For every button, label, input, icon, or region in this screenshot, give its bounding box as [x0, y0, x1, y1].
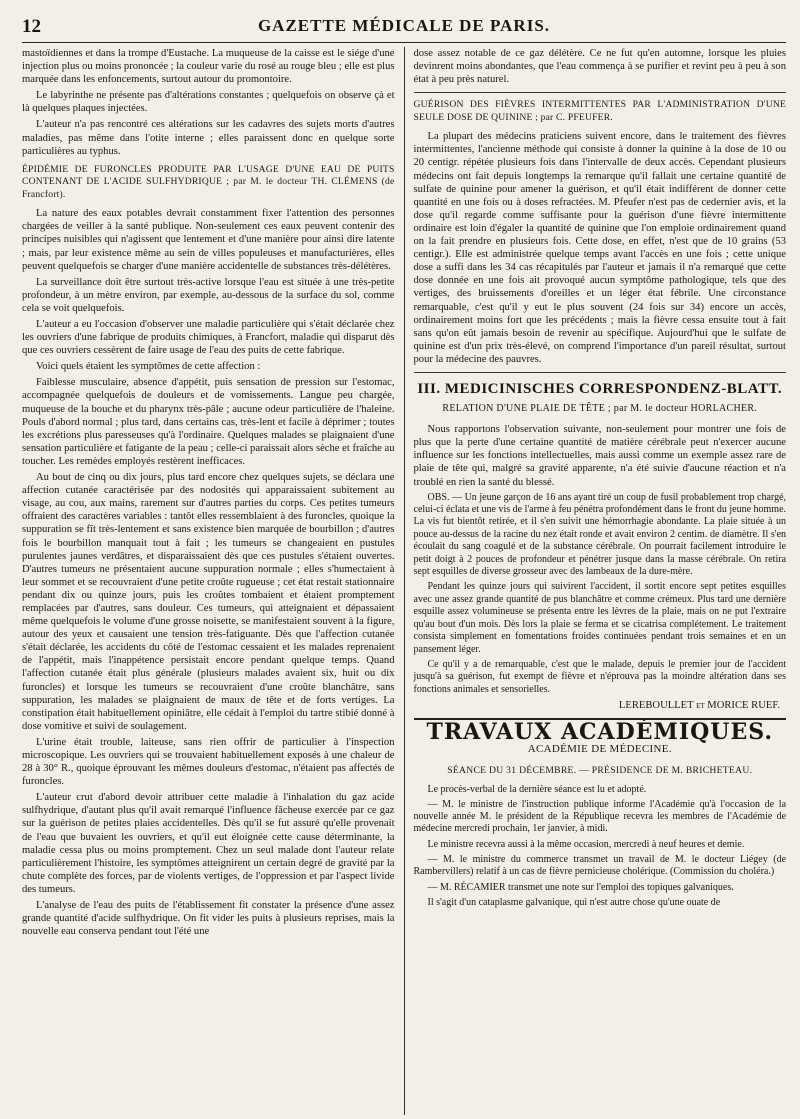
paragraph: Le labyrinthe ne présente pas d'altérations constantes ; quelquefois on observe çà et là quelques plaques injectées.	[22, 90, 395, 115]
paragraph: — M. RÉCAMIER transmet une note sur l'emploi des topiques galvaniques.	[427, 881, 734, 893]
running-title: GAZETTE MÉDICALE DE PARIS.	[257, 16, 551, 35]
page-number: 12	[22, 16, 41, 37]
paragraph: La surveillance doit être surtout très-active lorsque l'eau est située à une très-petite profondeur, à un mètre environ, par exemple, au-dessous de la surface du sol, comme cela se voit quelquefois.	[22, 276, 395, 314]
paragraph: — M. le ministre de l'instruction publique informe l'Académie qu'à l'occasion de la nouvelle année M. le président de la République recevra les membres de l'Académie de médecine mercredi prochain, 1er janvier, à midi.	[413, 798, 787, 835]
page-header	[22, 14, 786, 43]
paragraph: Il s'agit d'un cataplasme galvanique, qui n'est autre chose qu'une ouate de	[427, 896, 721, 908]
left-column	[22, 47, 401, 1115]
paragraph: Voici quels étaient les symptômes de cette affection :	[36, 361, 261, 373]
paragraph: L'urine était trouble, laiteuse, sans rien offrir de particulier à l'inspection microscopique. Les ouvriers qui se trouvaient habituellement exposés à une chaleur de 28 à 30° R., quoique éprouvant les mêmes douleurs d'estomac, n'étaient pas affectés de furoncles.	[22, 736, 395, 788]
article-title-plaie: RELATION D'UNE PLAIE DE TÊTE ; par M. le docteur HORLACHER.	[442, 403, 758, 415]
paragraph: L'analyse de l'eau des puits de l'établissement fit constater la présence d'une assez grande quantité d'acide sulfhydrique. On fit vider les puits à plusieurs reprises, mais la nouvelle eau conserva pendant tout l'été une	[22, 900, 395, 938]
divider	[414, 372, 787, 373]
paragraph: mastoïdiennes et dans la trompe d'Eustache. La muqueuse de la caisse est le siége d'une injection plus ou moins prononcée ; la couleur varie du rosé au rouge bleu ; elle est plus marquée dans les enfoncements, surtout autour du promontoire.	[22, 48, 395, 86]
divider	[414, 92, 787, 93]
two-column-body	[22, 47, 786, 1115]
article-title-furoncles: ÉPIDÉMIE DE FURONCLES PRODUITE PAR L'USAGE D'UNE EAU DE PUITS CONTENANT DE L'ACIDE SULFHYDRIQUE ; par M. le docteur TH. CLÉMENS (de Francfort).	[22, 163, 395, 200]
observation-paragraph: OBS. — Un jeune garçon de 16 ans ayant tiré un coup de fusil probablement trop chargé, celui-ci éclata et une vis de l'arme à feu pénétra profondément dans le front du jeune homme. La vis fut bientôt retirée, et il s'en suivit une hémorrhagie abondante. La plaie située à un pouce au-dessus de la racine du nez était ronde et avait environ 2 centim. de diamètre. Il s'en écoulait du sang coagulé et de la substance cérébrale. On pourrait facilement introduire le petit doigt à 2 pouces de profondeur et pénétrer jusque dans la masse cérébrale. On retira sept esquilles de diverse grosseur avec des lambeaux de la dure-mère.	[413, 491, 787, 578]
paragraph: Le ministre recevra aussi à la même occasion, mercredi à neuf heures et demie.	[427, 838, 745, 850]
right-column	[410, 47, 787, 1115]
article-title-quinine: GUÉRISON DES FIÈVRES INTERMITTENTES PAR L'ADMINISTRATION D'UNE SEULE DOSE DE QUININE ; par C. PFEUFER.	[413, 99, 787, 123]
paragraph: Ce qu'il y a de remarquable, c'est que le malade, depuis le premier jour de l'accident jusqu'à sa guérison, fut exempt de fièvre et n'éprouva pas la moindre altération dans ses fonctions animales et sensorielles.	[413, 658, 787, 695]
paragraph: Nous rapportons l'observation suivante, non-seulement pour montrer une fois de plus que la perte d'une certaine quantité de matière cérébrale peut n'exercer aucune influence sur les fonctions intellectuelles, mais aussi comme un exemple assez rare de plaie de tête qui, malgré sa gravité apparente, n'a été suivie d'aucune réaction et n'a troublé en rien la santé du blessé.	[413, 424, 787, 488]
paragraph: Faiblesse musculaire, absence d'appétit, puis sensation de pression sur l'estomac, accompagnée quelquefois de douleurs et de vomissements. Langue peu chargée, muqueuse de la bouche et du pharynx très-pâle ; aucune odeur particulière de l'haleine. Pouls d'abord normal ; plus tard, dans certains cas, très-lent et facile à déprimer ; toutes les excrétions plus paresseuses qu'à l'ordinaire. Quelques malades se plaignaient d'une sensation particulière et fatigante de la peau ; celle-ci paraissait alors sèche et fraîche au toucher. Les remèdes employés restèrent inefficaces.	[22, 377, 395, 467]
section-heading-travaux: TRAVAUX ACADÉMIQUES.	[426, 719, 773, 746]
paragraph: — M. le ministre du commerce transmet un travail de M. le docteur Liégey (de Rambervillers) relatif à un cas de fièvre pernicieuse cholérique. (Commission du choléra.)	[413, 853, 787, 878]
paragraph: Le procès-verbal de la dernière séance est lu et adopté.	[427, 783, 647, 795]
subsection-heading-academie: ACADÉMIE DE MÉDECINE.	[527, 743, 672, 756]
paragraph: Au bout de cinq ou dix jours, plus tard encore chez quelques sujets, se déclara une affection cutanée caractérisée par des nodosités qui apparaissaient subitement au visage, au cou, aux mains, rarement sur d'autres parties du corps. Ces petites tumeurs offraient des caractères variables : tantôt elles ressemblaient à des furoncles, quoique la suppuration se fît très-lentement et sans existence bien marquée de bourbillon ; d'autres fois le bourbillon manquait tout à fait ; les tumeurs se changeaient en pustules purulentes jaunes verdâtres, et disparaissaient dès que ces pustules s'étaient ouvertes. D'autres tumeurs ne présentaient aucune suppuration normale ; elles s'humectaient à leur sommet et se recouvraient d'une petite croûte rugueuse ; cet état restait stationnaire pendant dix ou quinze jours, puis les croûtes tombaient et étaient promptement remplacées par d'autres, sans douleur. Ces tumeurs, qui atteignaient et dépassaient même quelquefois le volume d'une grosse noisette, se manifestaient souvent à la figure, autour des yeux et causaient une tension très-fatiguante. Dès que l'affection cutanée s'était déclarée, les accidents du côté de l'estomac cessaient et les malades reprenaient de l'appétit, mais l'inappétence persistait encore pendant quelque temps. Quand l'affection cutanée était plus générale (plusieurs malades avaient six, huit ou dix furoncles) et lorsque les tumeurs se recouvraient d'une croûte blanchâtre, sans suppuration, les malades se plaignaient de maux de tête et de forts vertiges. La constipation était habituellement opiniâtre, elle cédait à l'emploi du tartre stibié donné à dose vomitive et suivi de soulagement.	[22, 472, 395, 732]
section-heading-correspondenz: III. MEDICINISCHES CORRESPONDENZ-BLATT.	[417, 380, 783, 397]
paragraph: L'auteur n'a pas rencontré ces altérations sur les cadavres des sujets morts d'autres maladies, pas même dans l'otite interne ; elles paraissent donc en quelque sorte particulières au typhus.	[22, 119, 395, 157]
paragraph: L'auteur a eu l'occasion d'observer une maladie particulière qui s'était déclarée chez les ouvriers d'une fabrique de produits chimiques, à Francfort, maladie qui disparut dès que ces ouvriers cessèrent de faire usage de l'eau des puits de cette fabrique.	[22, 319, 395, 357]
paragraph: L'auteur crut d'abord devoir attribuer cette maladie à l'inhalation du gaz acide sulfhydrique, d'autant plus qu'il avait remarqué l'influence fâcheuse exercée par ce gaz sur la guérison de petites plaies accidentelles. Dès qu'il se fut assuré qu'elle provenait de l'eau que buvaient les ouvriers, et qu'il eut éloignée cette cause déterminante, la maladie cessa plus ou moins promptement. Chez un seul malade dont l'auteur relate particulièrement l'histoire, les symptômes atteignirent un certain degré de gravité par la chute complète des forces, par de violents vertiges, de l'oppression et par l'aspect livide des tumeurs.	[22, 792, 395, 895]
paragraph: La nature des eaux potables devrait constamment fixer l'attention des personnes chargées de veiller à la santé publique. Non-seulement ces eaux peuvent contenir des principes nuisibles qui n'agissent que lentement et d'une manière pour ainsi dire latente ; mais, par leur existence même au sein de villes populeuses et manufacturières, elles peuvent quelquefois se charger d'une manière accidentelle de substances très-délétères.	[22, 208, 395, 272]
column-divider	[404, 47, 405, 1115]
paragraph: Pendant les quinze jours qui suivirent l'accident, il sortit encore sept petites esquilles avec une assez grande quantité de pus blanchâtre et comme crémeux. Plus tard une dernière esquille assez volumineuse se présenta entre les lèvres de la plaie, mais on ne put l'extraire qu'au bout d'un mois. Dès lors la plaie se ferma et se cicatrisa complétement. Le traitement consista simplement en fomentations froides continuées pendant trois semaines et en un pansement léger.	[413, 581, 787, 655]
paragraph: La plupart des médecins praticiens suivent encore, dans le traitement des fièvres intermittentes, l'ancienne méthode qui consiste à donner la quinine à la dose de 10 ou 20 centigr. répétée plusieurs fois dans l'intervalle de deux accès. Cependant plusieurs médecins ont fait depuis longtemps la remarque qu'il fallait une certaine quantité de sulfate de quinine pour amener la guérison, et qu'il était indifférent de donner cette quantité en une fois ou à doses refractées. M. Pfeufer n'est pas de cedernier avis, et la dose qu'il regarde comme suffisante pour la guérison d'une fièvre intermittente ordinaire est loin d'égaler la quantité de quinine que l'on emploie ordinairement quand on la fait prendre en plusieurs fois. Cette dose, en effet, n'est que de 10 grains (53 centigr.). Elle est administrée quelque temps avant l'accès en une fois ; cette unique dose a suffi dans les 34 cas récapitulés par l'auteur et jamais il n'a remarqué que cette dose donnée en une fois ait provoqué aucun symptôme pathologique, tels que des vertiges, des bruissements d'oreilles et un léger état fébrile. Une circonstance remarquable, c'est qu'il y eut le plus souvent (24 fois sur 34) encore un accès, ordinairement moins fort que les précédents ; mais la fièvre cessa ensuite tout à fait sans qu'on eût jamais besoin de revenir au spécifique. Aujourd'hui que le sulfate de quinine est d'un prix très-élevé, on comprend l'importance d'un pareil résultat, surtout pour la médecine des pauvres.	[413, 131, 787, 365]
author-signature: LEREBOULLET et MORICE RUEF.	[618, 700, 781, 712]
paragraph: dose assez notable de ce gaz délétère. Ce ne fut qu'en automne, lorsque les pluies devinrent moins abondantes, que l'eau commença à se purifier et revint peu à peu à son état à peu près naturel.	[413, 48, 787, 86]
session-line: SÉANCE DU 31 DÉCEMBRE. — PRÉSIDENCE DE M. BRICHETEAU.	[447, 765, 753, 777]
